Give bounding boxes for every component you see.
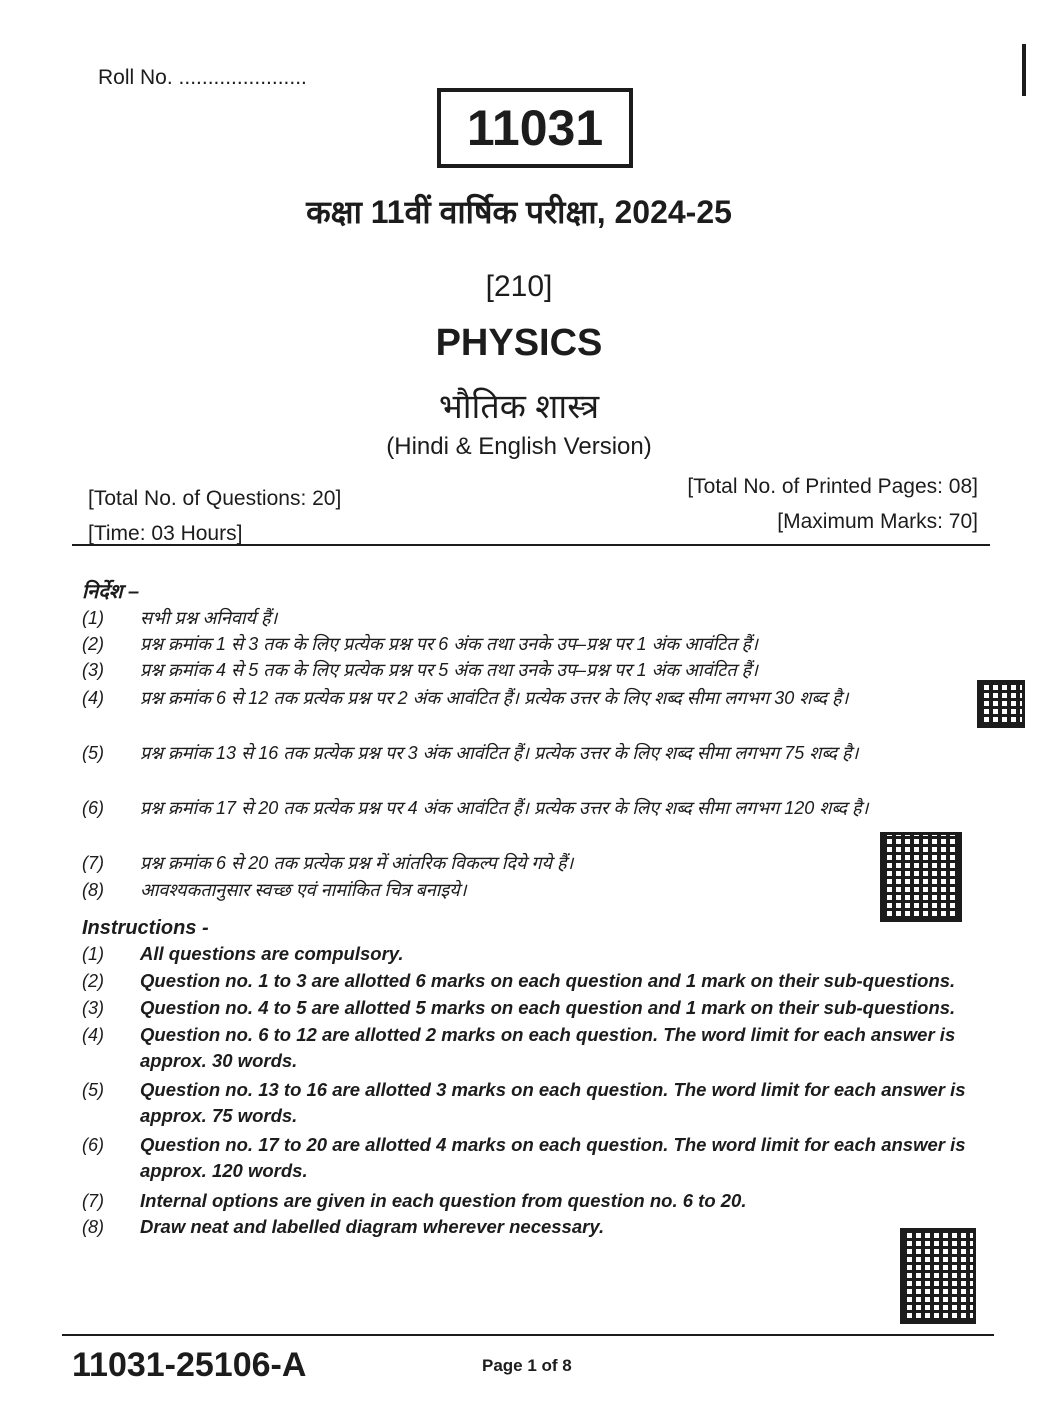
item-number: (5) <box>82 743 104 763</box>
item-text: प्रश्न क्रमांक 1 से 3 तक के लिए प्रत्येक प्रश्न पर 6 अंक तथा उनके उप–प्रश्न पर 1 अंक आवंटित हैं। <box>140 634 758 654</box>
item-number: (1) <box>82 608 104 628</box>
item-number: (2) <box>82 634 104 654</box>
paper-code: [210] <box>485 270 553 303</box>
item-text: All questions are compulsory. <box>140 943 404 964</box>
item-text: Question no. 6 to 12 are allotted 2 marks on each question. The word limit for each answer is approx. 30 words. <box>140 1024 956 1071</box>
qr-code <box>977 680 1025 728</box>
subject-title-english: PHYSICS <box>435 322 603 364</box>
exam-title: कक्षा 11वीं वार्षिक परीक्षा, 2024-25 <box>306 194 732 230</box>
item-number: (8) <box>82 1217 104 1237</box>
item-number: (6) <box>82 798 104 818</box>
item-number: (8) <box>82 880 104 900</box>
item-number: (4) <box>82 1025 104 1045</box>
total-questions: [Total No. of Questions: 20] <box>88 487 342 510</box>
paper-number-box: 11031 <box>437 88 633 168</box>
item-number: (7) <box>82 853 104 873</box>
item-text: प्रश्न क्रमांक 17 से 20 तक प्रत्येक प्रश्न पर 4 अंक आवंटित हैं। प्रत्येक उत्तर के लिए शब्द सीमा लगभग 120 शब्द है। <box>140 798 869 818</box>
item-text: Question no. 4 to 5 are allotted 5 marks on each question and 1 mark on their sub-questions. <box>140 997 956 1018</box>
item-text: Question no. 17 to 20 are allotted 4 marks on each question. The word limit for each answer is approx. 120 words. <box>140 1134 966 1181</box>
item-text: Internal options are given in each question from question no. 6 to 20. <box>140 1190 747 1211</box>
item-number: (3) <box>82 998 104 1018</box>
page-number: Page 1 of 8 <box>482 1356 572 1375</box>
subject-title-hindi: भौतिक शास्त्र <box>438 388 600 426</box>
hindi-instructions-heading: निर्देश – <box>82 581 140 603</box>
item-number: (1) <box>82 944 104 964</box>
header-divider <box>72 544 990 546</box>
item-text: Draw neat and labelled diagram wherever necessary. <box>140 1216 605 1237</box>
data-matrix-code <box>880 832 962 922</box>
english-instructions-heading: Instructions - <box>82 917 209 939</box>
hindi-instruction-item <box>82 605 982 631</box>
data-matrix-code <box>900 1228 976 1324</box>
item-number: (5) <box>82 1080 104 1100</box>
hindi-instruction-item <box>82 740 982 766</box>
maximum-marks: [Maximum Marks: 70] <box>777 510 978 533</box>
english-instruction-item <box>82 1214 862 1240</box>
item-number: (4) <box>82 688 104 708</box>
item-text: आवश्यकतानुसार स्वच्छ एवं नामांकित चित्र बनाइये। <box>140 880 467 900</box>
roll-number-line: Roll No. ...................... <box>98 66 307 89</box>
item-number: (2) <box>82 971 104 991</box>
english-instruction-item <box>82 1022 982 1074</box>
hindi-instruction-item <box>82 631 982 657</box>
language-version: (Hindi & English Version) <box>386 433 652 460</box>
english-instruction-item <box>82 941 982 967</box>
hindi-instruction-item <box>82 657 982 683</box>
english-instruction-item <box>82 1188 862 1214</box>
item-number: (7) <box>82 1191 104 1211</box>
hindi-instruction-item <box>82 685 962 711</box>
hindi-instruction-item <box>82 850 862 876</box>
printed-pages: [Total No. of Printed Pages: 08] <box>687 475 978 498</box>
english-instruction-item <box>82 995 982 1021</box>
footer-divider <box>62 1334 994 1336</box>
footer-paper-code: 11031-25106-A <box>72 1346 307 1384</box>
item-text: सभी प्रश्न अनिवार्य हैं। <box>140 608 278 628</box>
hindi-instruction-item <box>82 795 982 821</box>
item-text: प्रश्न क्रमांक 6 से 12 तक प्रत्येक प्रश्न पर 2 अंक आवंटित हैं। प्रत्येक उत्तर के लिए शब्द सीमा लगभग 30 शब्द है। <box>140 688 849 708</box>
item-text: Question no. 13 to 16 are allotted 3 marks on each question. The word limit for each answer is approx. 75 words. <box>140 1079 966 1126</box>
item-text: Question no. 1 to 3 are allotted 6 marks on each question and 1 mark on their sub-questions. <box>140 970 956 991</box>
english-instruction-item <box>82 1077 982 1129</box>
hindi-instruction-item <box>82 877 862 903</box>
item-text: प्रश्न क्रमांक 6 से 20 तक प्रत्येक प्रश्न में आंतरिक विकल्प दिये गये हैं। <box>140 853 574 873</box>
item-text: प्रश्न क्रमांक 13 से 16 तक प्रत्येक प्रश्न पर 3 अंक आवंटित हैं। प्रत्येक उत्तर के लिए शब्द सीमा लगभग 75 शब्द है। <box>140 743 859 763</box>
item-number: (6) <box>82 1135 104 1155</box>
time-allowed: [Time: 03 Hours] <box>88 522 243 545</box>
item-text: प्रश्न क्रमांक 4 से 5 तक के लिए प्रत्येक प्रश्न पर 5 अंक तथा उनके उप–प्रश्न पर 1 अंक आवंटित हैं। <box>140 660 758 680</box>
item-number: (3) <box>82 660 104 680</box>
english-instruction-item <box>82 1132 982 1184</box>
scan-mark <box>1022 44 1026 96</box>
english-instruction-item <box>82 968 982 994</box>
